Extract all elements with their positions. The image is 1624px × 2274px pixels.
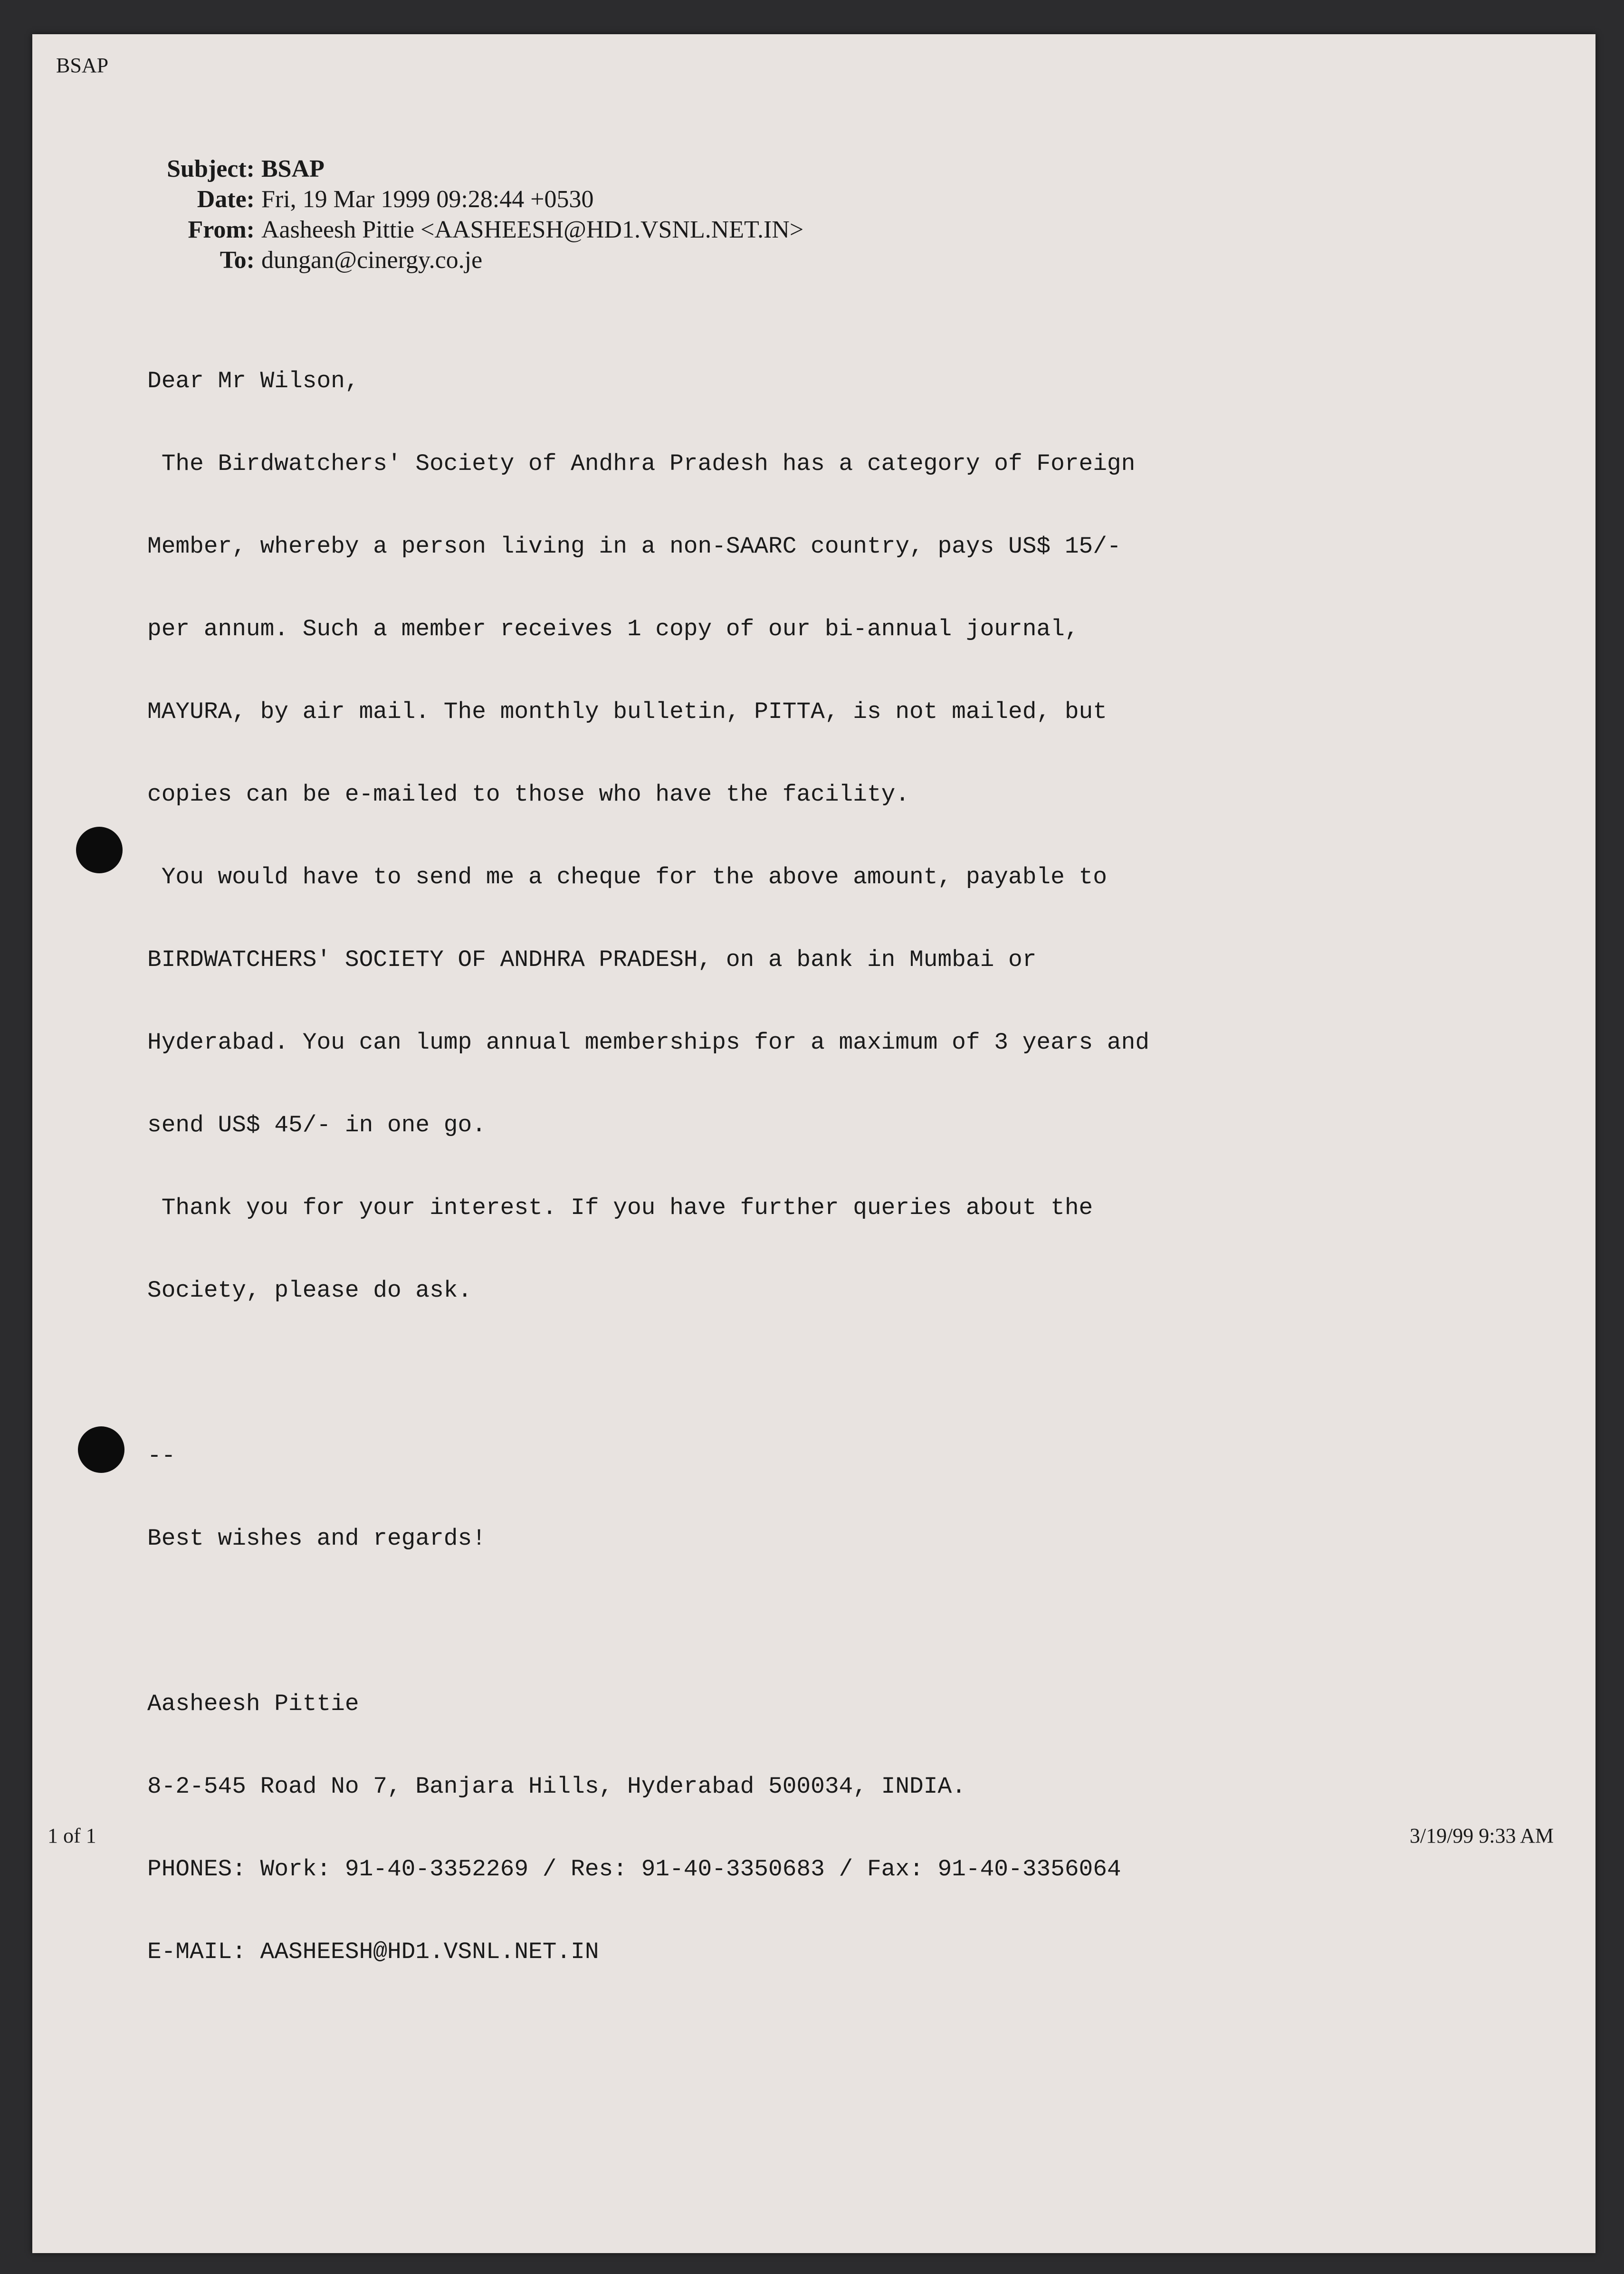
header-value-date: Fri, 19 Mar 1999 09:28:44 +0530	[261, 186, 594, 213]
header-value-from: Aasheesh Pittie <AASHEESH@HD1.VSNL.NET.IN>	[261, 216, 804, 243]
header-label-from: From:	[188, 216, 255, 243]
header-value-to: dungan@cinergy.co.je	[261, 247, 483, 274]
print-timestamp: 3/19/99 9:33 AM	[1409, 1824, 1554, 1847]
header-label-date: Date:	[197, 186, 255, 213]
signature-address: 8-2-545 Road No 7, Banjara Hills, Hyderabad 500034, INDIA.	[147, 1773, 966, 1800]
body-line: Society, please do ask.	[147, 1277, 472, 1304]
body-line: copies can be e-mailed to those who have the facility.	[147, 781, 910, 808]
signature-separator: --	[147, 1443, 176, 1469]
signature-email: E-MAIL: AASHEESH@HD1.VSNL.NET.IN	[147, 1939, 599, 1965]
body-line: The Birdwatchers' Society of Andhra Pradesh has a category of Foreign	[147, 450, 1136, 477]
closing: Best wishes and regards!	[147, 1525, 486, 1552]
signature-phones: PHONES: Work: 91-40-3352269 / Res: 91-40-3350683 / Fax: 91-40-3356064	[147, 1856, 1121, 1882]
blank-line	[147, 1359, 1383, 1387]
page-count: 1 of 1	[48, 1824, 96, 1847]
email-body	[147, 312, 1383, 2021]
body-line: MAYURA, by air mail. The monthly bulletin, PITTA, is not mailed, but	[147, 698, 1107, 725]
blank-line	[147, 1607, 1383, 1635]
header-label-to: To:	[220, 247, 255, 274]
body-line: send US$ 45/- in one go.	[147, 1112, 486, 1138]
header-label-subject: Subject:	[167, 155, 255, 182]
signature-name: Aasheesh Pittie	[147, 1691, 359, 1717]
paper-sheet	[32, 34, 1595, 2253]
body-line: You would have to send me a cheque for the above amount, payable to	[147, 864, 1107, 890]
punch-hole	[76, 827, 123, 873]
punch-hole	[78, 1426, 124, 1473]
body-line: per annum. Such a member receives 1 copy of our bi-annual journal,	[147, 616, 1079, 642]
header-value-subject: BSAP	[261, 155, 325, 182]
body-line: Hyderabad. You can lump annual memberships for a maximum of 3 years and	[147, 1029, 1150, 1056]
page-header-title: BSAP	[56, 54, 109, 77]
body-line: BIRDWATCHERS' SOCIETY OF ANDHRA PRADESH, on a bank in Mumbai or	[147, 946, 1037, 973]
salutation: Dear Mr Wilson,	[147, 368, 359, 394]
body-line: Member, whereby a person living in a non-SAARC country, pays US$ 15/-	[147, 533, 1121, 560]
body-line: Thank you for your interest. If you have further queries about the	[147, 1194, 1093, 1221]
